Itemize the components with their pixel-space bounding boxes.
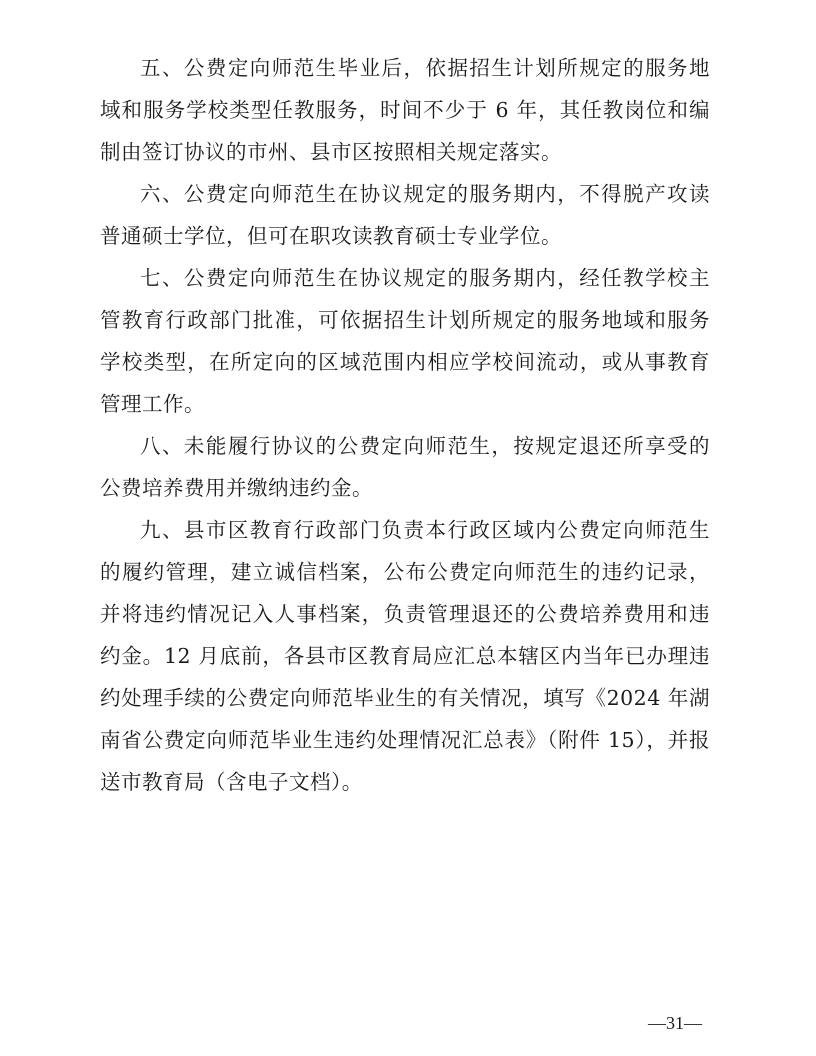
page-number: —31— [648,1013,702,1033]
paragraph-seven-line-3: 学校类型，在所定向的区域范围内相应学校间流动，或从事教育 [100,350,710,374]
paragraph-five-line-1: 五、公费定向师范生毕业后，依据招生计划所规定的服务地 [140,56,710,80]
paragraph-nine-line-1: 九、县市区教育行政部门负责本行政区域内公费定向师范生 [140,518,710,542]
paragraph-seven-line-1: 七、公费定向师范生在协议规定的服务期内，经任教学校主 [140,266,710,290]
paragraph-five-line-2: 域和服务学校类型任教服务，时间不少于 6 年，其任教岗位和编 [100,98,710,122]
paragraph-six-line-2: 普通硕士学位，但可在职攻读教育硕士专业学位。 [100,224,562,248]
paragraph-nine-line-7: 送市教育局（含电子文档）。 [100,770,363,794]
paragraph-seven-line-2: 管教育行政部门批准，可依据招生计划所规定的服务地域和服务 [100,308,710,332]
paragraph-eight-line-2: 公费培养费用并缴纳违约金。 [100,476,373,500]
paragraph-nine-line-2: 的履约管理，建立诚信档案，公布公费定向师范生的违约记录， [100,560,710,584]
paragraph-nine-line-6: 南省公费定向师范毕业生违约处理情况汇总表》（附件 15），并报 [100,728,710,752]
paragraph-eight-line-1: 八、未能履行协议的公费定向师范生，按规定退还所享受的 [140,434,710,458]
paragraph-five-line-3: 制由签订协议的市州、县市区按照相关规定落实。 [100,140,562,164]
paragraph-seven-line-4: 管理工作。 [100,392,205,416]
paragraph-nine-line-3: 并将违约情况记入人事档案，负责管理退还的公费培养费用和违 [100,602,710,626]
paragraph-six-line-1: 六、公费定向师范生在协议规定的服务期内，不得脱产攻读 [140,182,710,206]
paragraph-nine-line-4: 约金。12 月底前，各县市区教育局应汇总本辖区内当年已办理违 [100,644,710,668]
paragraph-nine-line-5: 约处理手续的公费定向师范毕业生的有关情况，填写《2024 年湖 [100,686,710,710]
